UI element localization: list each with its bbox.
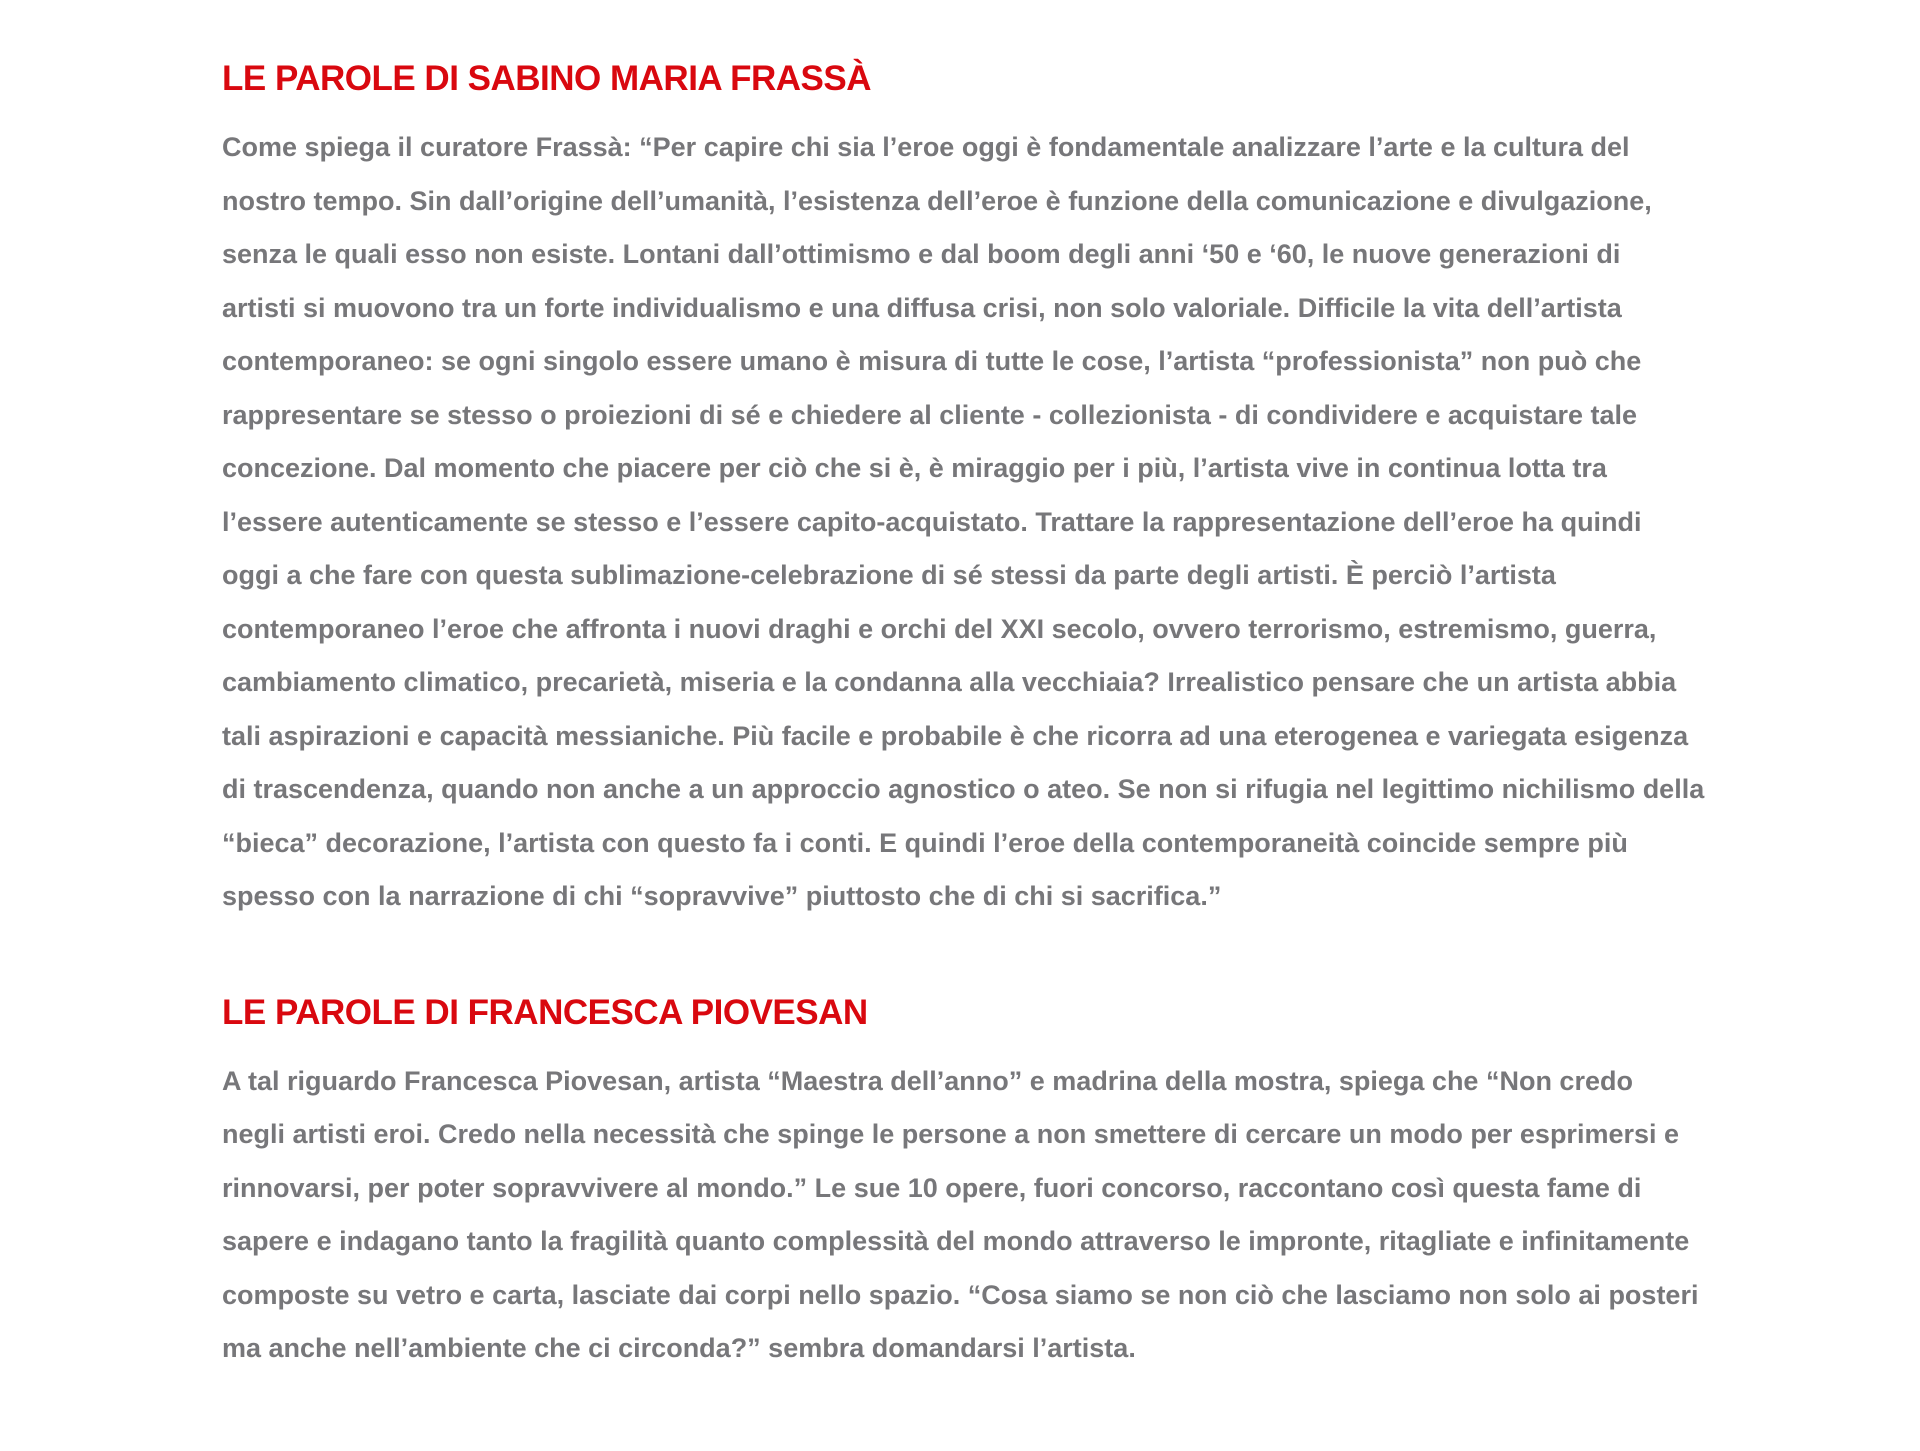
paragraph-line: di trascendenza, quando non anche a un approccio agnostico o ateo. Se non si rifugia nel legittimo nichilismo della	[222, 774, 1705, 804]
section-paragraph	[222, 1055, 1822, 1376]
paragraph-line: negli artisti eroi. Credo nella necessità che spinge le persone a non smettere di cercare un modo per esprimersi e	[222, 1119, 1680, 1149]
paragraph-line: artisti si muovono tra un forte individualismo e una diffusa crisi, non solo valoriale. Difficile la vita dell’artista	[222, 292, 1622, 323]
section-piovesan	[222, 986, 1822, 1376]
paragraph-line: tali aspirazioni e capacità messianiche. Più facile e probabile è che ricorra ad una eterogenea e variegata esigenza	[222, 720, 1689, 751]
paragraph-line: contemporaneo: se ogni singolo essere umano è misura di tutte le cose, l’artista “professionista” non può che	[222, 346, 1642, 376]
section-heading: LE PAROLE DI FRANCESCA PIOVESAN	[222, 992, 868, 1032]
paragraph-line: composte su vetro e carta, lasciate dai corpi nello spazio. “Cosa siamo se non ciò che lasciamo non solo ai posteri	[222, 1279, 1699, 1310]
paragraph-line: contemporaneo l’eroe che affronta i nuovi draghi e orchi del XXI secolo, ovvero terrorismo, estremismo, guerra,	[222, 613, 1657, 644]
paragraph-line: spesso con la narrazione di chi “sopravvive” piuttosto che di chi si sacrifica.”	[222, 881, 1222, 911]
paragraph-line: “bieca” decorazione, l’artista con questo fa i conti. E quindi l’eroe della contemporaneità coincide sempre più	[222, 827, 1628, 858]
paragraph-line: ma anche nell’ambiente che ci circonda?” sembra domandarsi l’artista.	[222, 1333, 1136, 1363]
paragraph-line: rinnovarsi, per poter sopravvivere al mondo.” Le sue 10 opere, fuori concorso, raccontano così questa fame di	[222, 1172, 1642, 1203]
section-frassa	[222, 52, 1822, 924]
paragraph-line: A tal riguardo Francesca Piovesan, artista “Maestra dell’anno” e madrina della mostra, spiega che “Non credo	[222, 1065, 1633, 1096]
paragraph-line: rappresentare se stesso o proiezioni di sé e chiedere al cliente - collezionista - di condividere e acquistare tale	[222, 399, 1638, 430]
paragraph-line: concezione. Dal momento che piacere per ciò che si è, è miraggio per i più, l’artista vive in continua lotta tra	[222, 453, 1607, 483]
paragraph-line: Come spiega il curatore Frassà: “Per capire chi sia l’eroe oggi è fondamentale analizzare l’arte e la cultura del	[222, 132, 1630, 162]
paragraph-line: l’essere autenticamente se stesso e l’essere capito-acquistato. Trattare la rappresentazione dell’eroe ha quindi	[222, 506, 1642, 537]
section-heading: LE PAROLE DI SABINO MARIA FRASSÀ	[222, 59, 872, 98]
paragraph-line: cambiamento climatico, precarietà, miseria e la condanna alla vecchiaia? Irrealistico pensare che un artista abbia	[222, 667, 1677, 697]
paragraph-line: oggi a che fare con questa sublimazione-celebrazione di sé stessi da parte degli artisti. È perciò l’artista	[222, 560, 1556, 590]
paragraph-line: senza le quali esso non esiste. Lontani dall’ottimismo e dal boom degli anni ‘50 e ‘60, le nuove generazioni di	[222, 239, 1621, 269]
paragraph-line: nostro tempo. Sin dall’origine dell’umanità, l’esistenza dell’eroe è funzione della comunicazione e divulgazione,	[222, 185, 1652, 216]
section-paragraph	[222, 121, 1822, 924]
paragraph-line: sapere e indagano tanto la fragilità quanto complessità del mondo attraverso le impronte, ritagliate e infinitamente	[222, 1226, 1690, 1256]
article-content	[222, 52, 1822, 1376]
